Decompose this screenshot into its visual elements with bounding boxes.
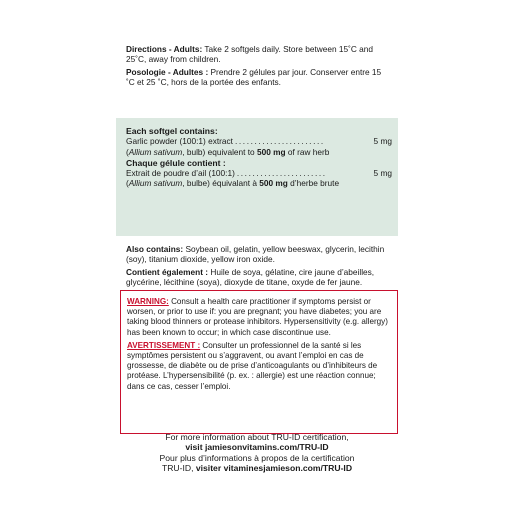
ingredient-row-en [126, 136, 392, 146]
also-contains-section [126, 244, 392, 289]
tru-id-info [112, 432, 402, 474]
warning-fr [127, 341, 391, 392]
also-fr-text: Huile de soya, gélatine, cire jaune d’abeilles, glycérine, lécithine (soya), dioxyde de titane, oxyde de fer jaune. [126, 266, 375, 287]
info-fr-line1: Pour plus d’informations à propos de la certification [159, 452, 355, 463]
equivalent-amount: 500 mg [256, 146, 286, 157]
directions-fr-text: Prendre 2 gélules par jour. Conserver entre 15 ˚C et 25 ˚C, hors de la portée des enfants. [126, 66, 382, 87]
ingredient-en-source: (Allium sativum, bulb) equivalent to 500 mg of raw herb [126, 146, 330, 157]
directions-en-heading: Directions - Adults: [126, 44, 203, 54]
ingredient-row-fr [126, 168, 392, 178]
ingredient-fr-amount: 5 mg [373, 168, 392, 179]
directions-fr-heading: Posologie - Adultes : [126, 66, 209, 77]
warning-fr-title: AVERTISSEMENT : [127, 340, 201, 350]
warning-box [120, 290, 398, 434]
source-part: , bulb) equivalent to [182, 146, 257, 157]
leader-dots: ....................... [234, 136, 325, 147]
ingredient-en-name: Garlic powder (100:1) extract [126, 136, 233, 147]
ingredients-panel [116, 118, 398, 236]
directions-section [126, 44, 392, 89]
info-en-line1: For more information about TRU-ID certification, [165, 432, 349, 442]
directions-en-text: Take 2 softgels daily. Store between 15˚C and 25˚C, away from children. [126, 44, 374, 65]
equivalent-tail: of raw herb [285, 146, 330, 157]
also-en [126, 244, 392, 265]
info-fr-link: visiter vitaminesjamieson.com/TRU-ID [195, 463, 353, 474]
ingredient-fr-name: Extrait de poudre d’ail (100:1) [126, 168, 235, 179]
also-en-heading: Also contains: [126, 244, 184, 254]
equivalent-tail: d’herbe brute [287, 178, 340, 189]
info-en-link: visit jamiesonvitamins.com/TRU-ID [185, 442, 329, 453]
latin-name: Allium sativum [128, 178, 183, 189]
also-fr-heading: Contient également : [126, 266, 209, 277]
warning-en-text: Consult a health care practitioner if symptoms persist or worsen, or prior to use if: you are pregnant; you have diabetes; you are taking blood thinners or protease inhibitors. Hypersensitivity (e.g. allergy) has been known to occur; in which case discontinue use. [127, 297, 388, 337]
source-part: , bulbe) équivalant à [182, 178, 260, 189]
directions-fr [126, 67, 392, 88]
warning-en-title: WARNING: [127, 297, 169, 306]
ingredient-fr-source: (Allium sativum, bulbe) équivalant à 500 mg d’herbe brute [126, 178, 340, 189]
supplement-label-panel [112, 28, 402, 512]
directions-en [126, 44, 392, 65]
also-en-text: Soybean oil, gelatin, yellow beeswax, glycerin, lecithin (soy), titanium dioxide, yellow iron oxide. [126, 244, 385, 265]
also-fr [126, 267, 392, 288]
ingredient-en-amount: 5 mg [373, 136, 392, 147]
ingredients-fr-heading: Chaque gélule contient : [126, 157, 226, 168]
latin-name: Allium sativum [128, 146, 183, 157]
warning-fr-text: Consulter un professionnel de la santé si les symptômes persistent ou s’aggravent, ou avant l’emploi en cas de grossesse, de diabète ou de prise d’anticoagulants ou d’inhibiteurs de protéase. L’hypersensibilité (p. ex. : allergie) est une réaction connue; dans ce cas, cesser l’emploi. [127, 340, 378, 391]
leader-dots: ....................... [236, 168, 327, 179]
info-fr-line2 [112, 463, 402, 473]
warning-en [127, 297, 391, 338]
info-fr-prefix: TRU-ID, [161, 463, 196, 474]
ingredients-en-heading: Each softgel contains: [126, 126, 218, 136]
equivalent-amount: 500 mg [259, 178, 288, 189]
